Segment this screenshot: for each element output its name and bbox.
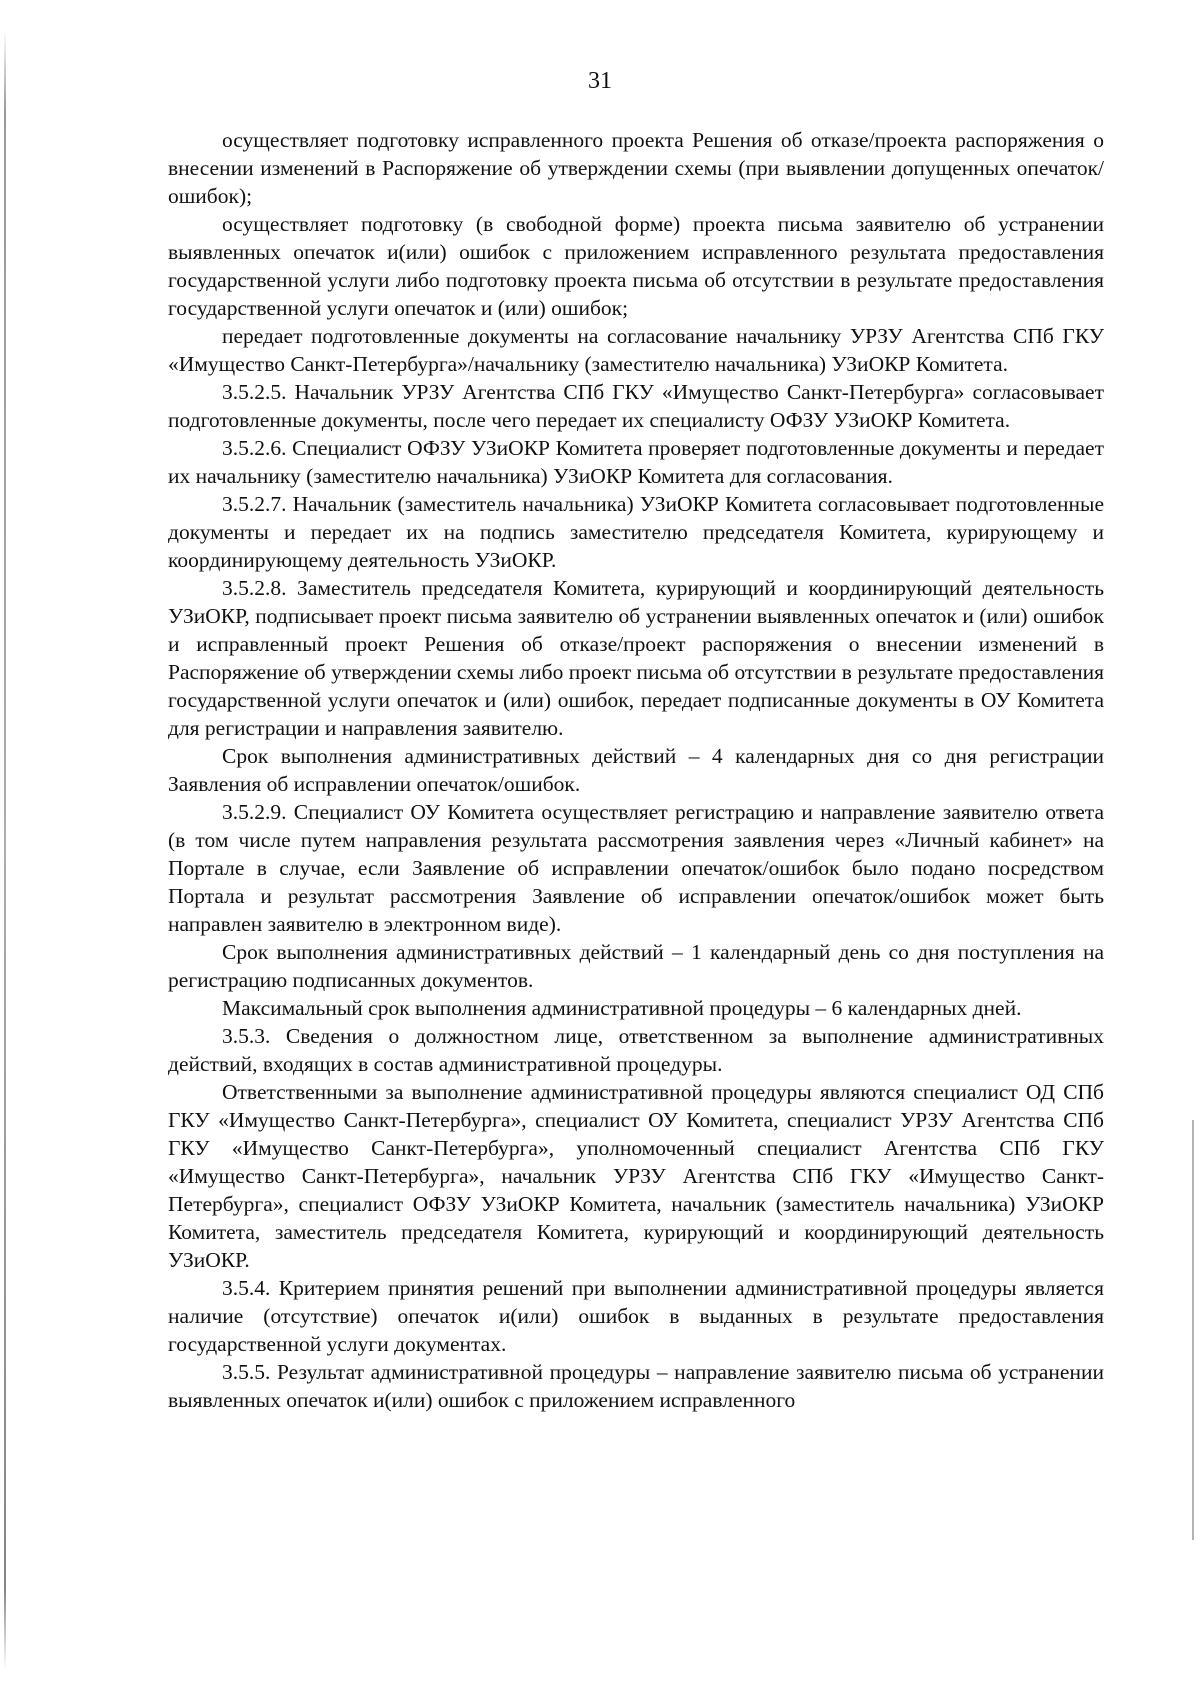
paragraph-12: 3.5.3. Сведения о должностном лице, ответственном за выполнение административных действий, входящих в состав административной процедуры. xyxy=(168,1024,1104,1076)
paragraph-3: передает подготовленные документы на согласование начальнику УРЗУ Агентства СПб ГКУ «Имущество Санкт-Петербурга»/начальнику (заместителю начальника) УЗиОКР Комитета. xyxy=(168,324,1104,376)
paragraph-13: Ответственными за выполнение административной процедуры являются специалист ОД СПб ГКУ «Имущество Санкт-Петербурга», специалист ОУ Комитета, специалист УРЗУ Агентства СПб ГКУ «Имущество Санкт-Петербурга», уполномоченный специалист Агентства СПб ГКУ «Имущество Санкт-Петербурга», начальник УРЗУ Агентства СПб ГКУ «Имущество Санкт-Петербурга», специалист ОФЗУ УЗиОКР Комитета, начальник (заместитель начальника) УЗиОКР Комитета, заместитель председателя Комитета, курирующий и координирующий деятельность УЗиОКР. xyxy=(168,1080,1104,1272)
paragraph-4: 3.5.2.5. Начальник УРЗУ Агентства СПб ГКУ «Имущество Санкт-Петербурга» согласовывает подготовленные документы, после чего передает их специалисту ОФЗУ УЗиОКР Комитета. xyxy=(168,380,1104,432)
scan-edge-right xyxy=(1192,1120,1194,1540)
paragraph-11: Максимальный срок выполнения административной процедуры – 6 календарных дней. xyxy=(222,996,1022,1020)
paragraph-8: Срок выполнения административных действий – 4 календарных дня со дня регистрации Заявления об исправлении опечаток/ошибок. xyxy=(168,744,1104,796)
paragraph-5: 3.5.2.6. Специалист ОФЗУ УЗиОКР Комитета проверяет подготовленные документы и передает их начальнику (заместителю начальника) УЗиОКР Комитета для согласования. xyxy=(168,436,1104,488)
paragraph-2: осуществляет подготовку (в свободной форме) проекта письма заявителю об устранении выявленных опечаток и(или) ошибок с приложением исправленного результата предоставления государственной услуги либо подготовку проекта письма об отсутствии в результате предоставления государственной услуги опечаток и (или) ошибок; xyxy=(168,212,1104,320)
scan-edge-left xyxy=(4,30,6,1670)
paragraph-6: 3.5.2.7. Начальник (заместитель начальника) УЗиОКР Комитета согласовывает подготовленные документы и передает их на подпись заместителю председателя Комитета, курирующему и координирующему деятельность УЗиОКР. xyxy=(168,492,1104,572)
paragraph-15: 3.5.5. Результат административной процедуры – направление заявителю письма об устранении выявленных опечаток и(или) ошибок с приложением исправленного xyxy=(168,1360,1104,1412)
paragraph-9: 3.5.2.9. Специалист ОУ Комитета осуществляет регистрацию и направление заявителю ответа (в том числе путем направления результата рассмотрения заявления через «Личный кабинет» на Портале в случае, если Заявление об исправлении опечаток/ошибок было подано посредством Портала и результат рассмотрения Заявление об исправлении опечаток/ошибок может быть направлен заявителю в электронном виде). xyxy=(168,800,1104,936)
paragraph-14: 3.5.4. Критерием принятия решений при выполнении административной процедуры является наличие (отсутствие) опечаток и(или) ошибок в выданных в результате предоставления государственной услуги документах. xyxy=(168,1276,1104,1356)
paragraph-10: Срок выполнения административных действий – 1 календарный день со дня поступления на регистрацию подписанных документов. xyxy=(168,940,1104,992)
paragraph-7: 3.5.2.8. Заместитель председателя Комитета, курирующий и координирующий деятельность УЗиОКР, подписывает проект письма заявителю об устранении выявленных опечаток и (или) ошибок и исправленный проект Решения об отказе/проект распоряжения о внесении изменений в Распоряжение об утверждении схемы либо проект письма об отсутствии в результате предоставления государственной услуги опечаток и (или) ошибок, передает подписанные документы в ОУ Комитета для регистрации и направления заявителю. xyxy=(168,576,1104,740)
page-number: 31 xyxy=(588,68,612,94)
paragraph-1: осуществляет подготовку исправленного проекта Решения об отказе/проекта распоряжения о внесении изменений в Распоряжение об утверждении схемы (при выявлении допущенных опечаток/ошибок); xyxy=(168,128,1104,208)
document-body xyxy=(168,126,1104,1414)
